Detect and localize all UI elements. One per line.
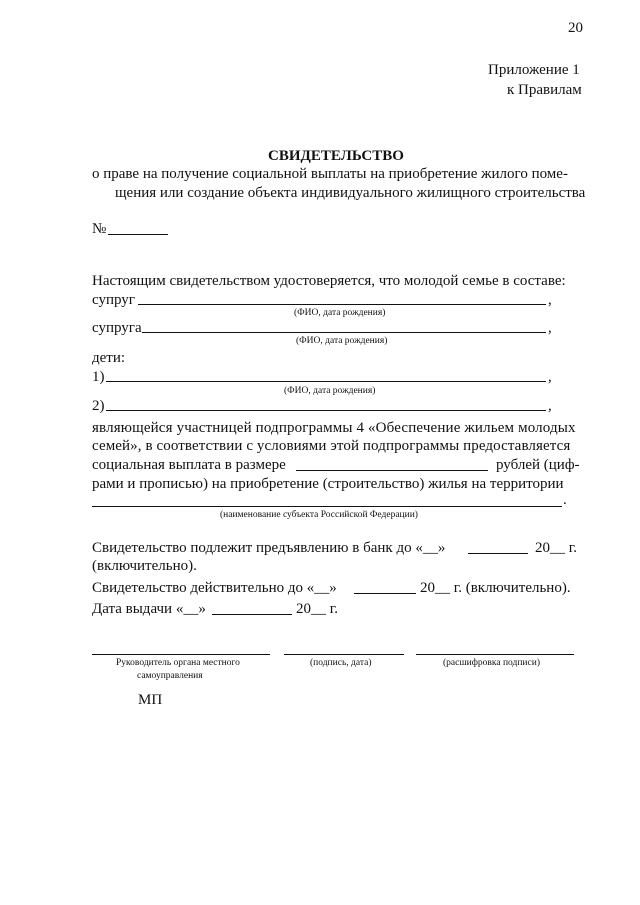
head-signature-line[interactable] — [92, 654, 270, 655]
comma: , — [548, 320, 552, 336]
comma: , — [548, 292, 552, 308]
head-label-2: самоуправления — [137, 671, 203, 681]
para-line3b: рублей (циф- — [496, 457, 580, 473]
stamp-place: МП — [138, 692, 163, 708]
issue-text-a: Дата выдачи «__» — [92, 601, 206, 617]
issue-month-field[interactable] — [212, 614, 292, 615]
para-line4: рами и прописью) на приобретение (строительство) жилья на территории — [92, 476, 564, 492]
head-label-1: Руководитель органа местного — [116, 658, 240, 668]
period: . — [563, 492, 567, 508]
transcript-line[interactable] — [416, 654, 574, 655]
comma: , — [548, 398, 552, 414]
fio-hint: (ФИО, дата рождения) — [284, 386, 376, 396]
subtitle-line1: о праве на получение социальной выплаты на приобретение жилого поме- — [92, 166, 568, 182]
annex-line1: Приложение 1 — [488, 62, 580, 78]
bank-line2: (включительно). — [92, 558, 197, 574]
bank-line1a: Свидетельство подлежит предъявлению в банк до «__» — [92, 540, 446, 556]
region-hint: (наименование субъекта Российской Федерации) — [220, 510, 418, 520]
child2-field[interactable] — [106, 410, 546, 411]
transcript-hint: (расшифровка подписи) — [443, 658, 540, 668]
fio-hint: (ФИО, дата рождения) — [296, 336, 388, 346]
amount-field[interactable] — [296, 470, 488, 471]
fio-hint: (ФИО, дата рождения) — [294, 308, 386, 318]
number-field[interactable] — [108, 234, 168, 235]
valid-text-a: Свидетельство действительно до «__» — [92, 580, 337, 596]
valid-month-field[interactable] — [354, 593, 416, 594]
intro-text: Настоящим свидетельством удостоверяется, что молодой семье в составе: — [92, 273, 566, 289]
child1-field[interactable] — [106, 381, 546, 382]
comma: , — [548, 369, 552, 385]
children-label: дети: — [92, 350, 126, 366]
spouse-male-field[interactable] — [138, 304, 546, 305]
region-field[interactable] — [92, 506, 562, 507]
number-label: № — [92, 221, 107, 237]
child1-label: 1) — [92, 369, 105, 385]
signature-hint: (подпись, дата) — [310, 658, 372, 668]
para-line1: являющейся участницей подпрограммы 4 «Обеспечение жильем молодых — [92, 420, 576, 436]
document-title: СВИДЕТЕЛЬСТВО — [268, 148, 404, 164]
spouse-female-field[interactable] — [142, 332, 546, 333]
para-line2: семей», в соответствии с условиями этой подпрограммы предоставляется — [92, 438, 571, 454]
child2-label: 2) — [92, 398, 105, 414]
valid-text-b: 20__ г. (включительно). — [420, 580, 571, 596]
bank-month-field[interactable] — [468, 553, 528, 554]
page-number: 20 — [568, 20, 583, 36]
para-line3a: социальная выплата в размере — [92, 457, 286, 473]
spouse-male-label: супруг — [92, 292, 135, 308]
subtitle-line2: щения или создание объекта индивидуального жилищного строительства — [115, 185, 586, 201]
bank-line1b: 20__ г. — [535, 540, 577, 556]
issue-text-b: 20__ г. — [296, 601, 338, 617]
spouse-female-label: супруга — [92, 320, 142, 336]
annex-line2: к Правилам — [507, 82, 582, 98]
signature-date-line[interactable] — [284, 654, 404, 655]
